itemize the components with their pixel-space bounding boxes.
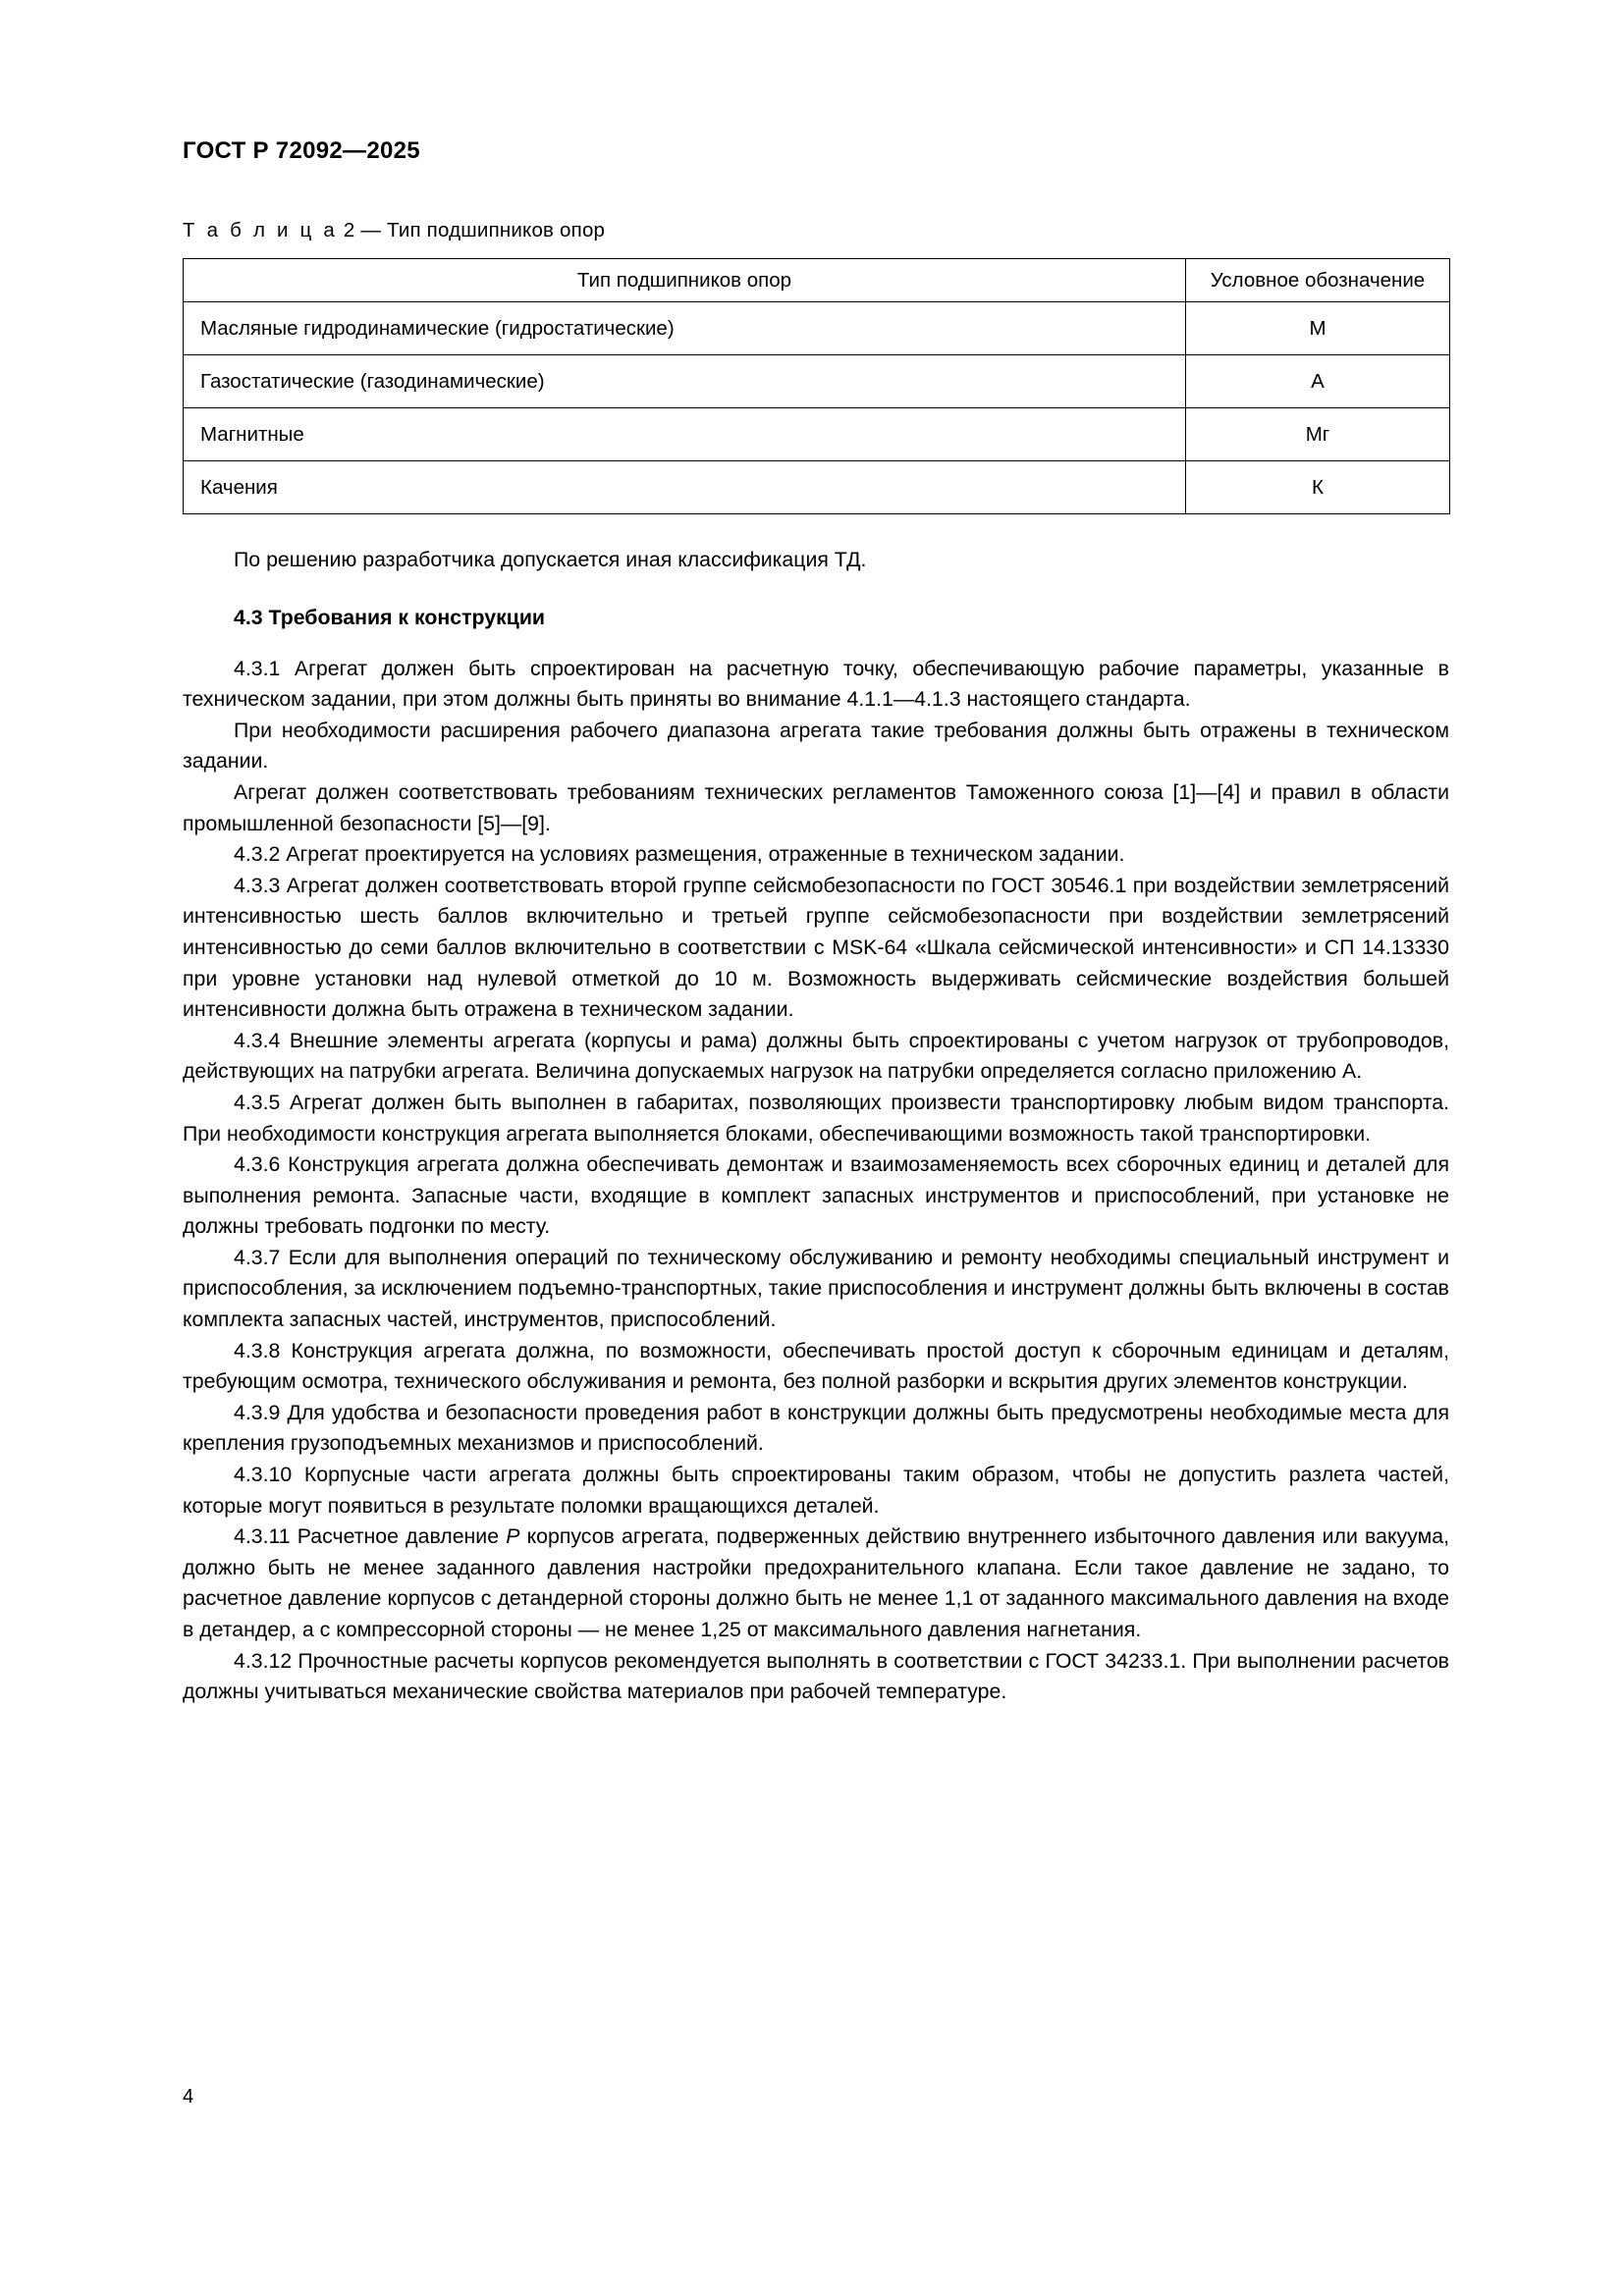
paragraph-4-3-1: 4.3.1 Агрегат должен быть спроектирован на расчетную точку, обеспечивающую рабочие параметры, указанные в техническом задании, при этом должны быть приняты во внимание 4.1.1—4.1.3 настоящего стандарта. [183,656,1449,712]
page-number: 4 [183,2086,194,2108]
table-row [184,302,1450,355]
table-cell-type: Качения [184,461,1186,514]
paragraph-4-3-4: 4.3.4 Внешние элементы агрегата (корпусы и рама) должны быть спроектированы с учетом нагрузок от трубопроводов, действующих на патрубки агрегата. Величина допускаемых нагрузок на патрубки определяется согласно приложению А. [183,1028,1449,1084]
section-heading-4-3: 4.3 Требования к конструкции [234,605,546,629]
table-cell-code: А [1186,355,1450,408]
paragraph-4-3-3: 4.3.3 Агрегат должен соответствовать второй группе сейсмобезопасности по ГОСТ 30546.1 при воздействии землетрясений интенсивностью шесть баллов включительно и третьей группе сейсмобезопасности при воздействии землетрясений интенсивностью до семи баллов включительно в соответствии с MSK-64 «Шкала сейсмической интенсивности» и СП 14.13330 при уровне установки над нулевой отметкой до 10 м. Возможность выдерживать сейсмические воздействия большей интенсивности должна быть отражена в техническом задании. [183,873,1449,1022]
paragraph-4-3-6: 4.3.6 Конструкция агрегата должна обеспечивать демонтаж и взаимозаменяемость всех сборочных единиц и деталей для выполнения ремонта. Запасные части, входящие в комплект запасных инструментов и приспособлений, при установке не должны требовать подгонки по месту. [183,1152,1449,1239]
paragraph-4-3-11: 4.3.11 Расчетное давление P корпусов агрегата, подверженных действию внутреннего избыточного давления или вакуума, должно быть не менее заданного давления настройки предохранительного клапана. Если такое давление не задано, то расчетное давление корпусов с детандерной стороны должно быть не менее 1,1 от заданного максимального давления на входе в детандер, а с компрессорной стороны — не менее 1,25 от максимального давления нагнетания. [183,1524,1449,1641]
paragraph-tech-regulations: Агрегат должен соответствовать требованиям технических регламентов Таможенного союза [1]—[4] и правил в области промышленной безопасности [5]—[9]. [183,779,1449,835]
table-cell-type: Магнитные [184,408,1186,461]
table-cell-code: Мг [1186,408,1450,461]
paragraph-4-3-10: 4.3.10 Корпусные части агрегата должны быть спроектированы таким образом, чтобы не допустить разлета частей, которые могут появиться в результате поломки вращающихся деталей. [183,1463,1449,1518]
table-caption-label: Т а б л и ц а [183,219,338,241]
table-header-cell: Условное обозначение [1186,259,1450,302]
paragraph-after-table: По решению разработчика допускается иная классификация ТД. [234,548,867,571]
table-header-row [184,259,1450,302]
table-caption [183,219,1449,242]
paragraph-4-3-7: 4.3.7 Если для выполнения операций по техническому обслуживанию и ремонту необходимы специальный инструмент и приспособления, за исключением подъемно-транспортных, такие приспособления и инструмент должны быть включены в состав комплекта запасных частей, инструментов, приспособлений. [183,1245,1449,1332]
table-cell-code: М [1186,302,1450,355]
table-header-cell: Тип подшипников опор [184,259,1186,302]
bearing-types-table [183,258,1450,514]
table-row [184,408,1450,461]
paragraph-4-3-2: 4.3.2 Агрегат проектируется на условиях размещения, отраженные в техническом задании. [234,842,1125,867]
table-row [184,461,1450,514]
table-row [184,355,1450,408]
table-caption-text: 2 — Тип подшипников опор [343,219,606,241]
paragraph-4-3-5: 4.3.5 Агрегат должен быть выполнен в габаритах, позволяющих произвести транспортировку любым видом транспорта. При необходимости конструкция агрегата выполняется блоками, обеспечивающими возможность такой транспортировки. [183,1090,1449,1146]
paragraph-4-3-12: 4.3.12 Прочностные расчеты корпусов рекомендуется выполнять в соответствии с ГОСТ 34233.1. При выполнении расчетов должны учитываться механические свойства материалов при рабочей температуре. [183,1648,1449,1704]
paragraph-4-3-8: 4.3.8 Конструкция агрегата должна, по возможности, обеспечивать простой доступ к сборочным единицам и деталям, требующим осмотра, технического обслуживания и ремонта, без полной разборки и вскрытия других элементов конструкции. [183,1338,1449,1394]
paragraph-4-3-9: 4.3.9 Для удобства и безопасности проведения работ в конструкции должны быть предусмотрены необходимые места для крепления грузоподъемных механизмов и приспособлений. [183,1400,1449,1456]
table-cell-type: Газостатические (газодинамические) [184,355,1186,408]
document-header: ГОСТ Р 72092—2025 [183,137,420,164]
table-cell-code: К [1186,461,1450,514]
table-cell-type: Масляные гидродинамические (гидростатические) [184,302,1186,355]
paragraph-expansion-range: При необходимости расширения рабочего диапазона агрегата такие требования должны быть отражены в техническом задании. [183,718,1449,774]
page-content [183,137,1449,1708]
